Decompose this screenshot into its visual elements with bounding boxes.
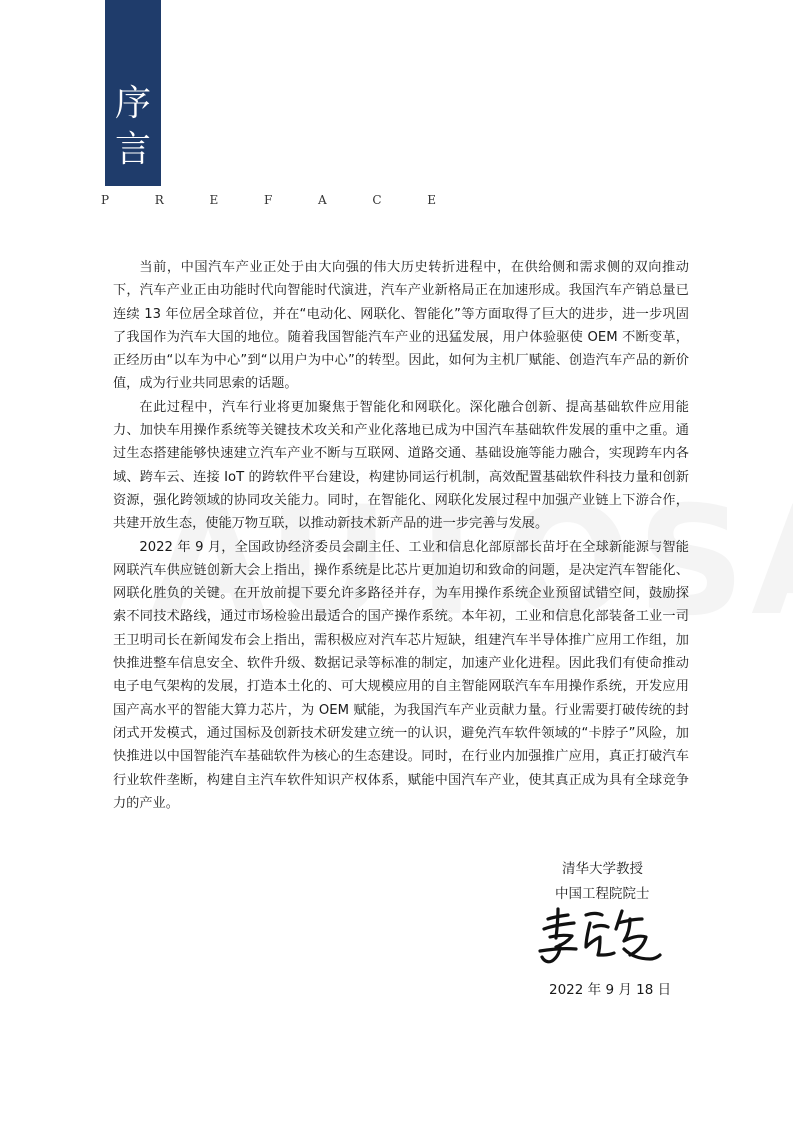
preface-letter: E [427,193,436,207]
paragraph-2: 在此过程中，汽车行业将更加聚焦于智能化和网联化。深化融合创新、提高基础软件应用能力、加快车用操作系统等关键技术攻关和产业化落地已成为中国汽车基础软件发展的重中之重。通过生态搭建能够快速建立汽车产业不断与互联网、道路交通、基础设施等能力融合，实现跨车内各域、跨车云、连接 IoT 的跨软件平台建设，构建协同运行机制，高效配置基础软件科技力量和创新资源，强化跨领域的协同攻关能力。同时，在智能化、网联化发展过程中加强产业链上下游合作，共建开放生态，使能万物互联，以推动新技术新产品的进一步完善与发展。 [113,399,689,532]
preface-letter: P [101,193,110,207]
preface-letter: A [317,193,327,207]
title-char-2: 言 [114,129,151,170]
preface-letter: R [154,193,164,207]
author-title-2: 中国工程院院士 [555,886,650,902]
preface-letter: E [209,193,219,207]
preface-letter: F [263,193,273,207]
preface-heading [101,193,436,207]
paragraph-3: 2022 年 9 月，全国政协经济委员会副主任、工业和信息化部原部长苗圩在全球新能源与智能网联汽车供应链创新大会上指出，操作系统是比芯片更加迫切和致命的问题，是决定汽车智能化、网联化胜负的关键。在开放前提下要允许多路径并存，为车用操作系统企业预留试错空间，鼓励探索不同技术路线，通过市场检验出最适合的国产操作系统。本年初，工业和信息化部装备工业一司王卫明司长在新闻发布会上指出，需积极应对汽车芯片短缺，组建汽车半导体推广应用工作组，加快推进整车信息安全、软件升级、数据记录等标准的制定，加速产业化进程。因此我们有使命推动电子电气架构的发展，打造本土化的、可大规模应用的自主智能网联汽车车用操作系统，开发应用国产高水平的智能大算力芯片，为 OEM 赋能，为我国汽车产业贡献力量。行业需要打破传统的封闭式开发模式，通过国标及创新技术研发建立统一的认识，避免汽车软件领域的“卡脖子”风险，加快推进以中国智能汽车基础软件为核心的生态建设。同时，在行业内加强推广应用，真正打破汽车行业软件垄断，构建自主汽车软件知识产权体系，赋能中国汽车产业，使其真正成为具有全球竞争力的产业。 [113,539,689,811]
body-text [113,256,689,815]
signature-date: 2022 年 9 月 18 日 [549,982,672,998]
handwritten-signature [538,905,663,967]
preface-letter: C [372,193,382,207]
paragraph-1: 当前，中国汽车产业正处于由大向强的伟大历史转折进程中，在供给侧和需求侧的双向推动下，汽车产业正由功能时代向智能时代演进，汽车产业新格局正在加速形成。我国汽车产销总量已连续 13 年位居全球首位，并在“电动化、网联化、智能化”等方面取得了巨大的进步，进一步巩固了我国作为汽车大国的地位。随着我国智能汽车产业的迅猛发展，用户体验驱使 OEM 不断变革，正经历由“以车为中心”到“以用户为中心”的转型。因此，如何为主机厂赋能、创造汽车产品的新价值，成为行业共同思索的话题。 [113,260,689,392]
title-block [105,0,161,186]
title-char-1: 序 [114,83,151,124]
author-title-1: 清华大学教授 [562,861,643,877]
